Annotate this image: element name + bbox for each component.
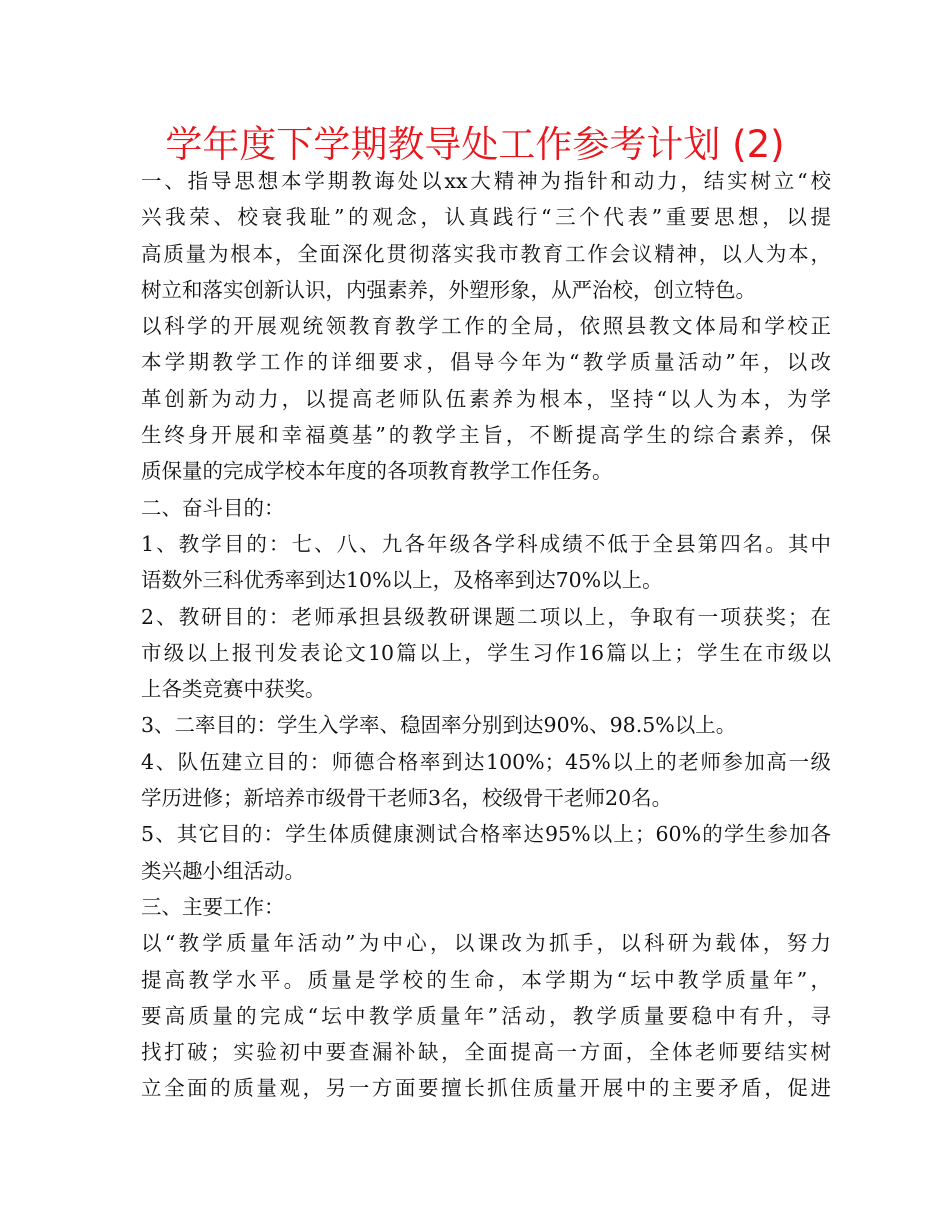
text-line: 市级以上报刊发表论文10篇以上，学生习作16篇以上；学生在市级以 xyxy=(141,640,831,665)
text-line: 兴我荣、校衰我耻”的观念，认真践行“三个代表”重要思想，以提 xyxy=(141,205,831,230)
text-line: 4、队伍建立目的：师德合格率到达100%；45%以上的老师参加高一级 xyxy=(141,749,831,774)
text-line: 一、指导思想本学期教诲处以xx大精神为指针和动力，结实树立“校 xyxy=(141,169,831,193)
text-line: 高质量为根本，全面深化贯彻落实我市教育工作会议精神，以人为本， xyxy=(141,241,831,266)
text-line: 生终身开展和幸福奠基”的教学主旨，不断提高学生的综合素养，保 xyxy=(141,423,831,448)
text-line: 以“教学质量年活动”为中心，以课改为抓手，以科研为载体，努力 xyxy=(141,931,831,956)
text-line: 提高教学水平。质量是学校的生命，本学期为“坛中教学质量年”， xyxy=(141,967,831,992)
text-line: 三、主要工作： xyxy=(141,894,285,919)
text-line: 5、其它目的：学生体质健康测试合格率达95%以上；60%的学生参加各 xyxy=(141,822,831,847)
text-line: 学历进修；新培养市级骨干老师3名，校级骨干老师20名。 xyxy=(141,786,673,811)
document-title: 学年度下学期教导处工作参考计划 (2) xyxy=(165,123,785,166)
text-line: 3、二率目的：学生入学率、稳固率分别到达90%、98.5%以上。 xyxy=(141,713,737,738)
text-line: 类兴趣小组活动。 xyxy=(141,858,305,883)
text-line: 本学期教学工作的详细要求，倡导今年为“教学质量活动”年，以改 xyxy=(141,350,831,375)
text-line: 上各类竞赛中获奖。 xyxy=(141,677,326,702)
text-line: 找打破；实验初中要查漏补缺，全面提高一方面，全体老师要结实树 xyxy=(141,1040,831,1065)
text-line: 2、教研目的：老师承担县级教研课题二项以上，争取有一项获奖；在 xyxy=(141,604,831,629)
text-line: 树立和落实创新认识，内强素养，外塑形象，从严治校，创立特色。 xyxy=(141,277,756,302)
text-line: 以科学的开展观统领教育教学工作的全局，依照县教文体局和学校正 xyxy=(141,314,831,339)
text-line: 质保量的完成学校本年度的各项教育教学工作任务。 xyxy=(141,459,613,484)
text-line: 要高质量的完成“坛中教学质量年”活动，教学质量要稳中有升，寻 xyxy=(141,1003,831,1028)
text-line: 立全面的质量观，另一方面要擅长抓住质量开展中的主要矛盾，促进 xyxy=(141,1076,831,1101)
text-line: 1、教学目的：七、八、九各年级各学科成绩不低于全县第四名。其中 xyxy=(141,531,831,556)
text-line: 二、奋斗目的： xyxy=(141,495,285,520)
text-line: 革创新为动力，以提高老师队伍素养为根本，坚持“以人为本，为学 xyxy=(141,386,831,411)
document-body xyxy=(141,163,831,1107)
text-line: 语数外三科优秀率到达10%以上，及格率到达70%以上。 xyxy=(141,568,663,593)
